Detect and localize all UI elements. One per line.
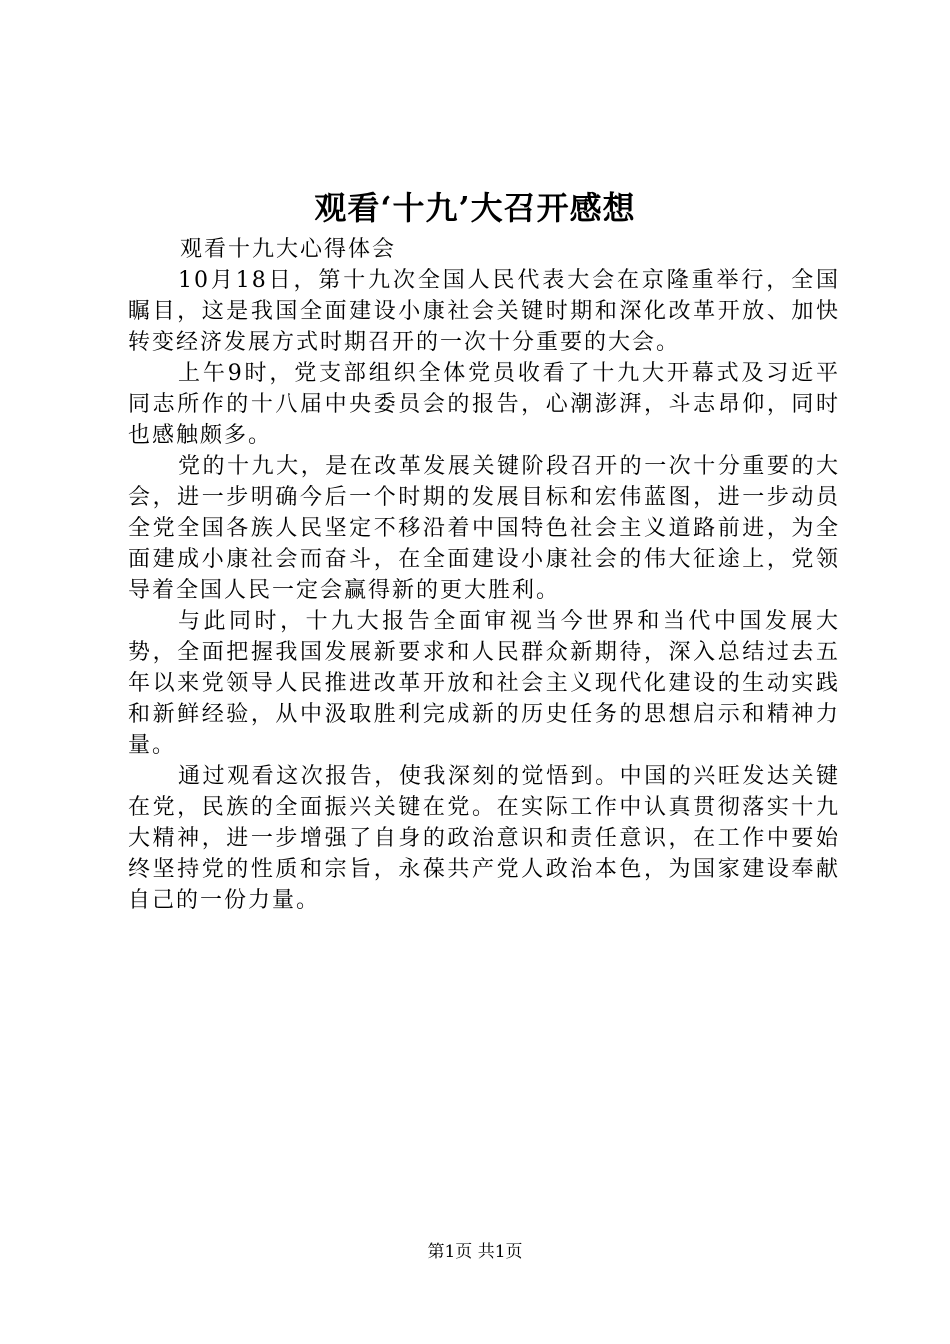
page-footer: 第1页 共1页 bbox=[427, 1242, 523, 1262]
document-body bbox=[128, 234, 840, 916]
document-subtitle: 观看十九大心得体会 bbox=[180, 237, 397, 262]
paragraph-3: 党的十九大，是在改革发展关键阶段召开的一次十分重要的大会，进一步明确今后一个时期的发展目标和宏伟蓝图，进一步动员全党全国各族人民坚定不移沿着中国特色社会主义道路前进，为全面建成小康社会而奋斗，在全面建设小康社会的伟大征途上，党领导着全国人民一定会赢得新的更大胜利。 bbox=[128, 454, 840, 603]
paragraph-2: 上午9时，党支部组织全体党员收看了十九大开幕式及习近平同志所作的十八届中央委员会的报告，心潮澎湃，斗志昂仰，同时也感触颇多。 bbox=[128, 361, 840, 448]
paragraph-5: 通过观看这次报告，使我深刻的觉悟到。中国的兴旺发达关键在党，民族的全面振兴关键在党。在实际工作中认真贯彻落实十九大精神，进一步增强了自身的政治意识和责任意识，在工作中要始终坚持党的性质和宗旨，永葆共产党人政治本色，为国家建设奉献自己的一份力量。 bbox=[128, 764, 840, 913]
paragraph-1: 10月18日，第十九次全国人民代表大会在京隆重举行，全国瞩目，这是我国全面建设小康社会关键时期和深化改革开放、加快转变经济发展方式时期召开的一次十分重要的大会。 bbox=[128, 268, 840, 355]
paragraph-4: 与此同时，十九大报告全面审视当今世界和当代中国发展大势，全面把握我国发展新要求和人民群众新期待，深入总结过去五年以来党领导人民推进改革开放和社会主义现代化建设的生动实践和新鲜经验，从中汲取胜利完成新的历史任务的思想启示和精神力量。 bbox=[128, 609, 840, 758]
document-title: 观看‘十九’大召开感想 bbox=[314, 189, 636, 227]
